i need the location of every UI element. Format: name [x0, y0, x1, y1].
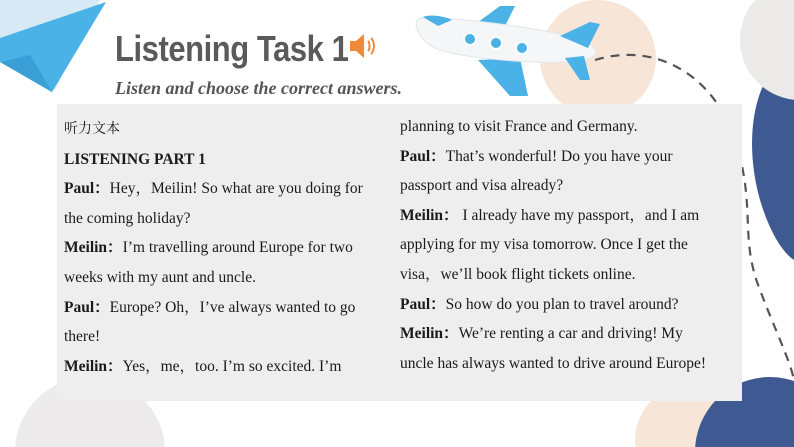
line-text: Yes，me，too. I’m so excited. I’m — [122, 357, 342, 375]
line-text: the coming holiday? — [64, 209, 191, 227]
transcript-line — [400, 171, 740, 201]
transcript-line — [64, 204, 390, 234]
transcript-line — [400, 142, 740, 172]
line-text: planning to visit France and Germany. — [400, 118, 638, 135]
transcript-column-right — [400, 112, 740, 378]
listening-part-label: LISTENING PART 1 — [64, 150, 206, 168]
speaker-name: Paul： — [64, 298, 110, 316]
page-title: Listening Task 1 — [115, 28, 349, 69]
transcript-line — [64, 174, 390, 204]
line-text: Hey，Meilin! So what are you doing for — [109, 180, 363, 198]
speaker-icon[interactable] — [346, 30, 378, 62]
transcript-line — [400, 319, 740, 349]
transcript-line — [400, 260, 740, 290]
transcript-line — [64, 293, 390, 323]
transcript-line — [64, 233, 390, 263]
speaker-name: Meilin： — [400, 325, 459, 343]
line-text: So how do you plan to travel around? — [445, 295, 679, 313]
line-text: weeks with my aunt and uncle. — [64, 268, 256, 286]
transcript-line — [64, 352, 390, 382]
transcript-heading: 听力文本 — [64, 121, 120, 137]
line-text: I’m travelling around Europe for two — [122, 239, 353, 257]
speaker-name: Meilin： — [400, 206, 459, 224]
line-text: passport and visa already? — [400, 177, 564, 195]
line-text: We’re renting a car and driving! My — [458, 325, 683, 343]
transcript-line — [400, 290, 740, 320]
transcript-line — [64, 322, 390, 352]
instructions-subtitle: Listen and choose the correct answers. — [115, 78, 403, 98]
line-text: there! — [64, 328, 101, 346]
speaker-name: Paul： — [64, 180, 110, 198]
grey-blob-right — [740, 0, 794, 100]
transcript-line — [64, 263, 390, 293]
speaker-name: Paul： — [400, 295, 446, 313]
line-text: uncle has always wanted to drive around Europe! — [400, 354, 707, 372]
speaker-name: Meilin： — [64, 239, 123, 257]
transcript-line — [400, 349, 740, 379]
transcript-line — [400, 112, 740, 142]
line-text: Europe? Oh，I’ve always wanted to go — [109, 298, 356, 316]
speaker-name: Meilin： — [64, 357, 123, 375]
transcript-column-left — [64, 115, 390, 381]
line-text: That’s wonderful! Do you have your — [445, 147, 673, 165]
line-text: applying for my visa tomorrow. Once I get the — [400, 236, 688, 254]
transcript-panel — [57, 104, 742, 401]
line-text: visa，we’ll book flight tickets online. — [400, 265, 636, 283]
transcript-line — [400, 201, 740, 231]
line-text: I already have my passport，and I am — [458, 206, 700, 224]
transcript-line — [400, 230, 740, 260]
speaker-name: Paul： — [400, 147, 446, 165]
